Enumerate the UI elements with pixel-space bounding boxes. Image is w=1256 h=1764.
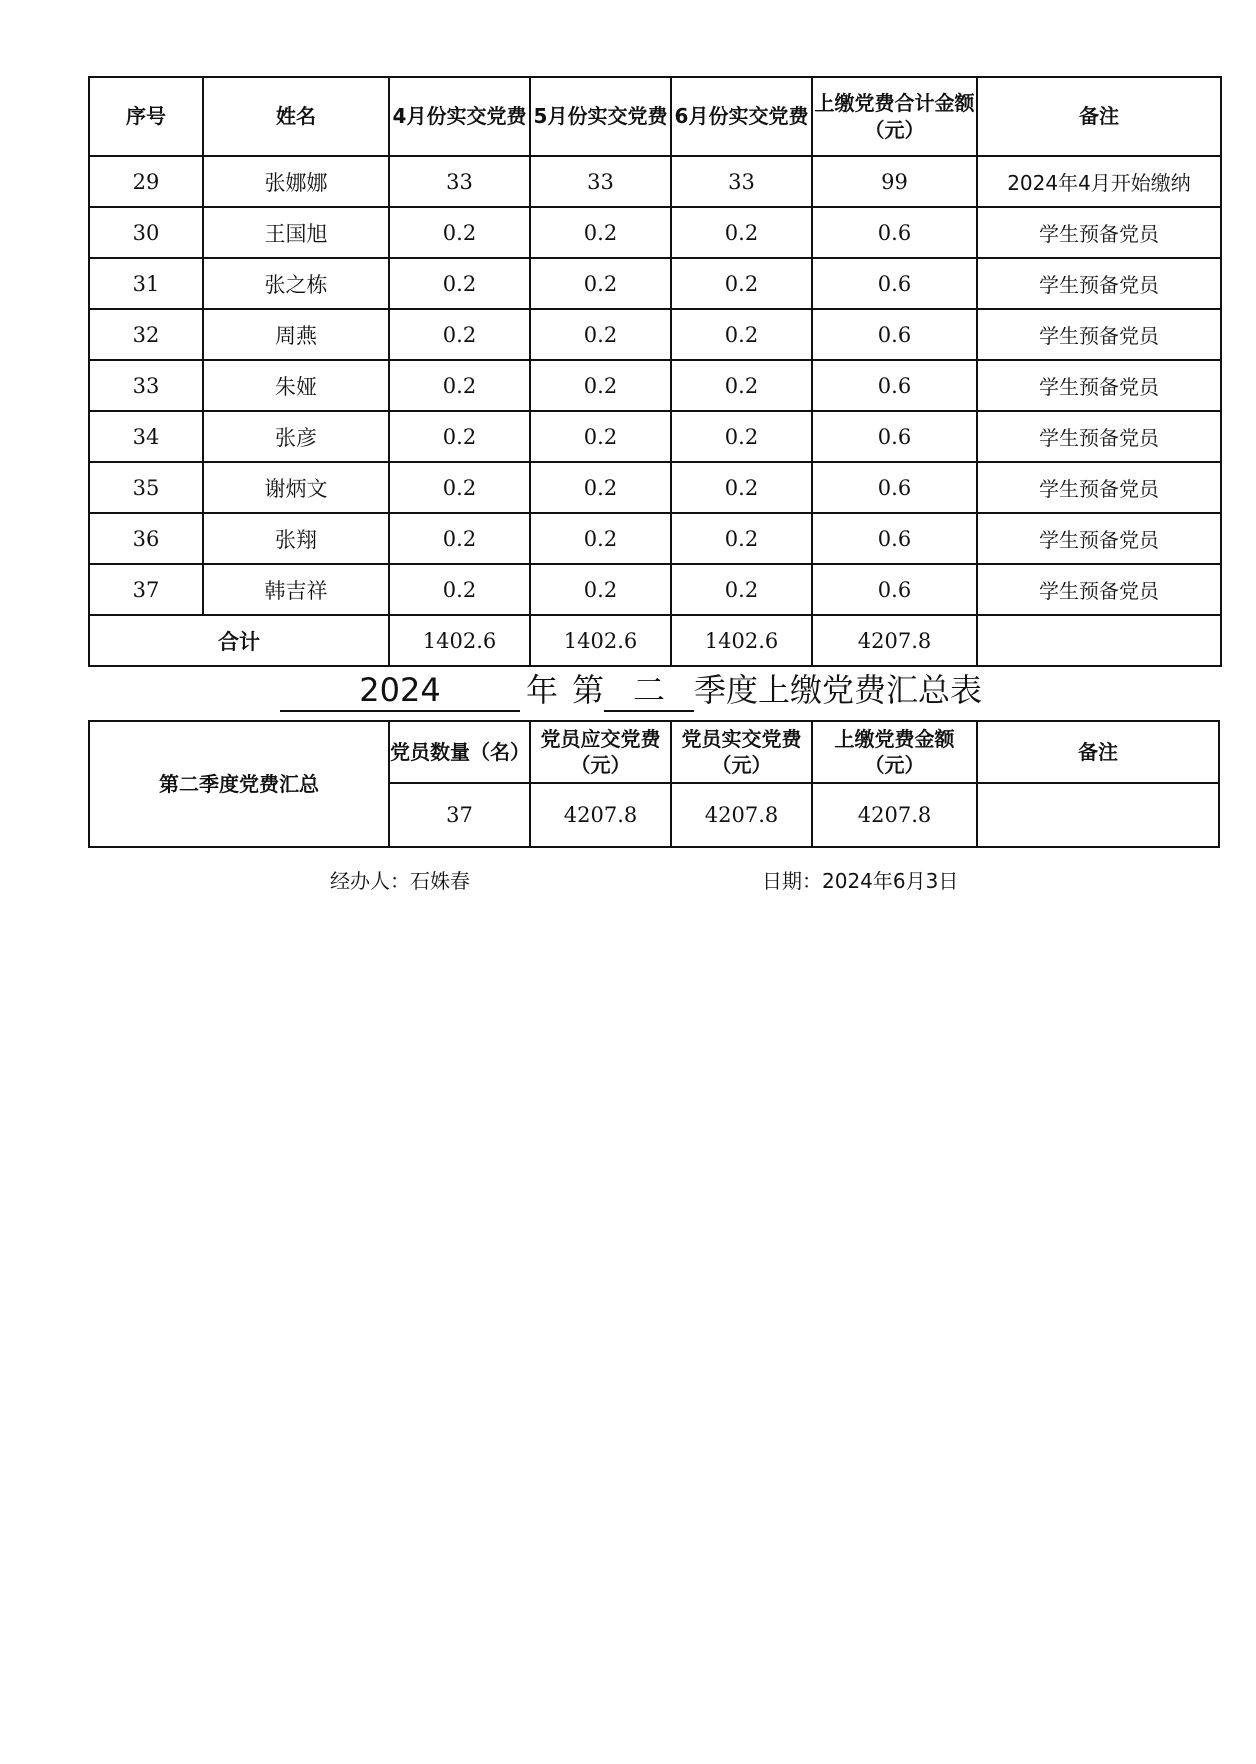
summary-header-remark: 备注 — [977, 721, 1219, 783]
row-name: 张彦 — [203, 411, 389, 462]
handler-label: 经办人：石姝春 — [330, 869, 470, 893]
row-name: 张之栋 — [203, 258, 389, 309]
row-seq: 35 — [89, 462, 203, 513]
row-may: 0.2 — [530, 207, 671, 258]
table-row — [89, 309, 1221, 360]
row-jun: 33 — [671, 156, 812, 207]
row-jun: 0.2 — [671, 309, 812, 360]
summary-title-year: 2024 — [280, 670, 520, 712]
row-remark: 2024年4月开始缴纳 — [977, 156, 1221, 207]
row-name: 韩吉祥 — [203, 564, 389, 615]
row-name: 谢炳文 — [203, 462, 389, 513]
row-apr: 0.2 — [389, 513, 530, 564]
row-apr: 0.2 — [389, 207, 530, 258]
row-remark: 学生预备党员 — [977, 309, 1221, 360]
row-total: 0.6 — [812, 360, 977, 411]
row-apr: 33 — [389, 156, 530, 207]
row-seq: 29 — [89, 156, 203, 207]
row-remark: 学生预备党员 — [977, 411, 1221, 462]
row-may: 33 — [530, 156, 671, 207]
row-total: 0.6 — [812, 411, 977, 462]
row-remark: 学生预备党员 — [977, 258, 1221, 309]
row-total: 0.6 — [812, 207, 977, 258]
header-remark: 备注 — [977, 77, 1221, 156]
row-may: 0.2 — [530, 309, 671, 360]
row-may: 0.2 — [530, 360, 671, 411]
row-total: 0.6 — [812, 462, 977, 513]
row-may: 0.2 — [530, 258, 671, 309]
header-seq: 序号 — [89, 77, 203, 156]
row-jun: 0.2 — [671, 513, 812, 564]
summary-title-quarter: 二 — [604, 670, 694, 712]
row-remark: 学生预备党员 — [977, 207, 1221, 258]
summary-paid: 4207.8 — [671, 783, 812, 847]
header-apr: 4月份实交党费 — [389, 77, 530, 156]
quarter-summary-table — [88, 720, 1220, 848]
summary-header-count: 党员数量（名） — [389, 721, 530, 783]
summary-count: 37 — [389, 783, 530, 847]
row-may: 0.2 — [530, 513, 671, 564]
total-remark — [977, 615, 1221, 666]
dues-detail-table — [88, 76, 1222, 667]
summary-remark — [977, 783, 1219, 847]
row-remark: 学生预备党员 — [977, 462, 1221, 513]
row-name: 朱娅 — [203, 360, 389, 411]
row-apr: 0.2 — [389, 411, 530, 462]
summary-title-year-suffix: 年 — [526, 671, 559, 709]
summary-due: 4207.8 — [530, 783, 671, 847]
row-jun: 0.2 — [671, 462, 812, 513]
row-name: 周燕 — [203, 309, 389, 360]
total-sum: 4207.8 — [812, 615, 977, 666]
row-jun: 0.2 — [671, 360, 812, 411]
row-apr: 0.2 — [389, 360, 530, 411]
row-apr: 0.2 — [389, 258, 530, 309]
row-jun: 0.2 — [671, 207, 812, 258]
summary-title-rest: 季度上缴党费汇总表 — [694, 671, 983, 709]
row-remark: 学生预备党员 — [977, 513, 1221, 564]
row-total: 0.6 — [812, 564, 977, 615]
table-header-row — [89, 77, 1221, 156]
row-name: 王国旭 — [203, 207, 389, 258]
row-may: 0.2 — [530, 564, 671, 615]
summary-row-label: 第二季度党费汇总 — [89, 721, 389, 847]
total-jun: 1402.6 — [671, 615, 812, 666]
row-may: 0.2 — [530, 462, 671, 513]
row-seq: 34 — [89, 411, 203, 462]
table-row — [89, 156, 1221, 207]
row-name: 张翔 — [203, 513, 389, 564]
total-apr: 1402.6 — [389, 615, 530, 666]
total-row — [89, 615, 1221, 666]
table-row — [89, 411, 1221, 462]
total-label: 合计 — [89, 615, 389, 666]
table-row — [89, 462, 1221, 513]
row-jun: 0.2 — [671, 411, 812, 462]
row-apr: 0.2 — [389, 309, 530, 360]
row-total: 0.6 — [812, 513, 977, 564]
row-total: 99 — [812, 156, 977, 207]
row-seq: 32 — [89, 309, 203, 360]
table-row — [89, 360, 1221, 411]
row-jun: 0.2 — [671, 258, 812, 309]
header-may: 5月份实交党费 — [530, 77, 671, 156]
row-apr: 0.2 — [389, 564, 530, 615]
summary-submitted: 4207.8 — [812, 783, 977, 847]
summary-title — [280, 668, 1080, 712]
row-remark: 学生预备党员 — [977, 564, 1221, 615]
table-row — [89, 564, 1221, 615]
row-may: 0.2 — [530, 411, 671, 462]
row-total: 0.6 — [812, 309, 977, 360]
summary-header-due: 党员应交党费（元） — [530, 721, 671, 783]
table-row — [89, 513, 1221, 564]
summary-title-quarter-prefix: 第 — [572, 671, 605, 709]
table-body — [89, 156, 1221, 615]
header-total: 上缴党费合计金额（元） — [812, 77, 977, 156]
header-jun: 6月份实交党费 — [671, 77, 812, 156]
row-seq: 37 — [89, 564, 203, 615]
row-seq: 30 — [89, 207, 203, 258]
summary-header-paid: 党员实交党费（元） — [671, 721, 812, 783]
summary-header-row — [89, 721, 1219, 783]
row-apr: 0.2 — [389, 462, 530, 513]
header-name: 姓名 — [203, 77, 389, 156]
row-name: 张娜娜 — [203, 156, 389, 207]
date-label: 日期：2024年6月3日 — [762, 869, 959, 893]
row-remark: 学生预备党员 — [977, 360, 1221, 411]
table-row — [89, 258, 1221, 309]
summary-header-submitted: 上缴党费金额（元） — [812, 721, 977, 783]
row-seq: 36 — [89, 513, 203, 564]
row-seq: 31 — [89, 258, 203, 309]
row-seq: 33 — [89, 360, 203, 411]
row-jun: 0.2 — [671, 564, 812, 615]
row-total: 0.6 — [812, 258, 977, 309]
total-may: 1402.6 — [530, 615, 671, 666]
table-row — [89, 207, 1221, 258]
